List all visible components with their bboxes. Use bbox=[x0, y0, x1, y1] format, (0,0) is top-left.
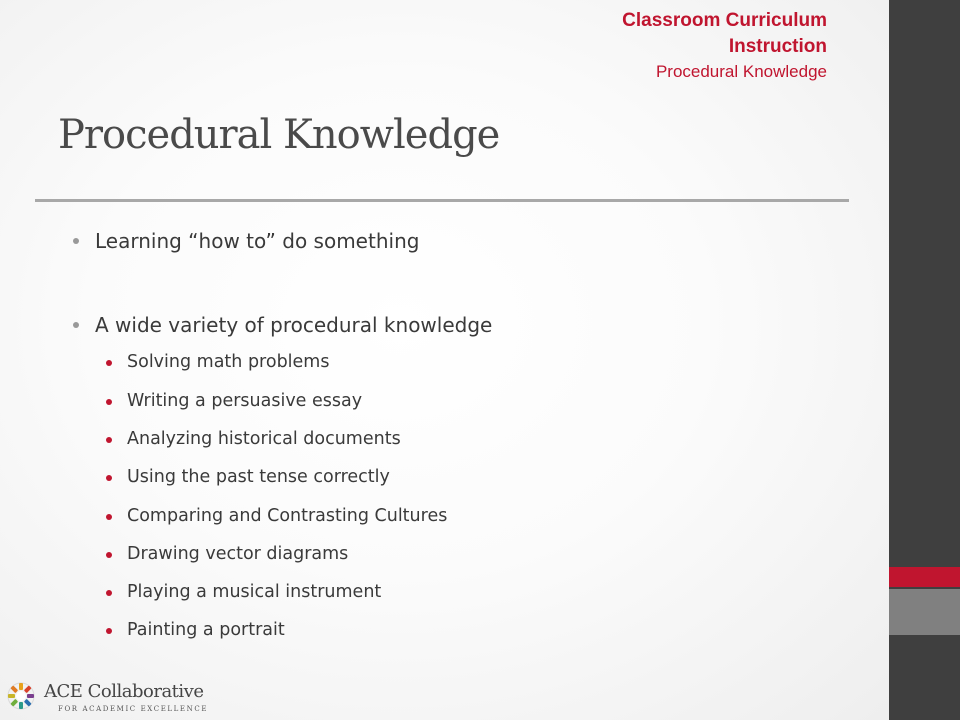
sub-bullet-text: Solving math problems bbox=[127, 352, 330, 372]
sub-bullet-item bbox=[127, 429, 401, 449]
sub-bullet-dot-icon bbox=[106, 360, 112, 366]
sub-bullet-text: Analyzing historical documents bbox=[127, 429, 401, 449]
bullet-text: Learning “how to” do something bbox=[95, 229, 420, 253]
sidebar-accent-stripe bbox=[889, 567, 960, 587]
sub-bullet-text: Writing a persuasive essay bbox=[127, 391, 363, 411]
bullet-text: A wide variety of procedural knowledge bbox=[95, 313, 493, 337]
slide-title: Procedural Knowledge bbox=[58, 112, 500, 158]
sub-bullet-text: Using the past tense correctly bbox=[127, 467, 390, 487]
header-topic: Procedural Knowledge bbox=[655, 62, 827, 81]
sub-bullet-dot-icon bbox=[106, 628, 112, 634]
bullet-dot-icon bbox=[73, 322, 79, 328]
sub-bullet-dot-icon bbox=[106, 514, 112, 520]
sub-bullet-text: Drawing vector diagrams bbox=[127, 544, 349, 564]
sub-bullet-item bbox=[127, 620, 285, 640]
sub-bullet-item bbox=[127, 544, 348, 564]
sub-bullet-dot-icon bbox=[106, 399, 112, 405]
bullet-item bbox=[95, 313, 492, 337]
sub-bullet-item bbox=[127, 391, 362, 411]
logo-name: ACE Collaborative bbox=[44, 681, 204, 702]
sub-bullet-dot-icon bbox=[106, 552, 112, 558]
sidebar-divider bbox=[889, 587, 960, 589]
ace-logo bbox=[6, 679, 209, 719]
ace-logo-icon bbox=[6, 681, 36, 711]
bullet-item bbox=[95, 229, 419, 253]
sub-bullet-dot-icon bbox=[106, 590, 112, 596]
sub-bullet-dot-icon bbox=[106, 475, 112, 481]
sidebar-lower-block bbox=[889, 587, 960, 635]
sub-bullet-item bbox=[127, 352, 329, 372]
sub-bullet-text: Playing a musical instrument bbox=[127, 582, 382, 602]
sub-bullet-item bbox=[127, 506, 447, 526]
header-unit: Instruction bbox=[728, 36, 827, 57]
sub-bullet-text: Comparing and Contrasting Cultures bbox=[127, 506, 448, 526]
slide-header bbox=[622, 8, 827, 84]
sub-bullet-text: Painting a portrait bbox=[127, 620, 285, 640]
sub-bullet-item bbox=[127, 582, 381, 602]
sub-bullet-item bbox=[127, 467, 390, 487]
sub-bullet-dot-icon bbox=[106, 437, 112, 443]
title-divider bbox=[35, 199, 849, 202]
header-course: Classroom Curriculum bbox=[622, 10, 827, 31]
logo-tagline: FOR ACADEMIC EXCELLENCE bbox=[58, 705, 209, 713]
bullet-dot-icon bbox=[73, 238, 79, 244]
